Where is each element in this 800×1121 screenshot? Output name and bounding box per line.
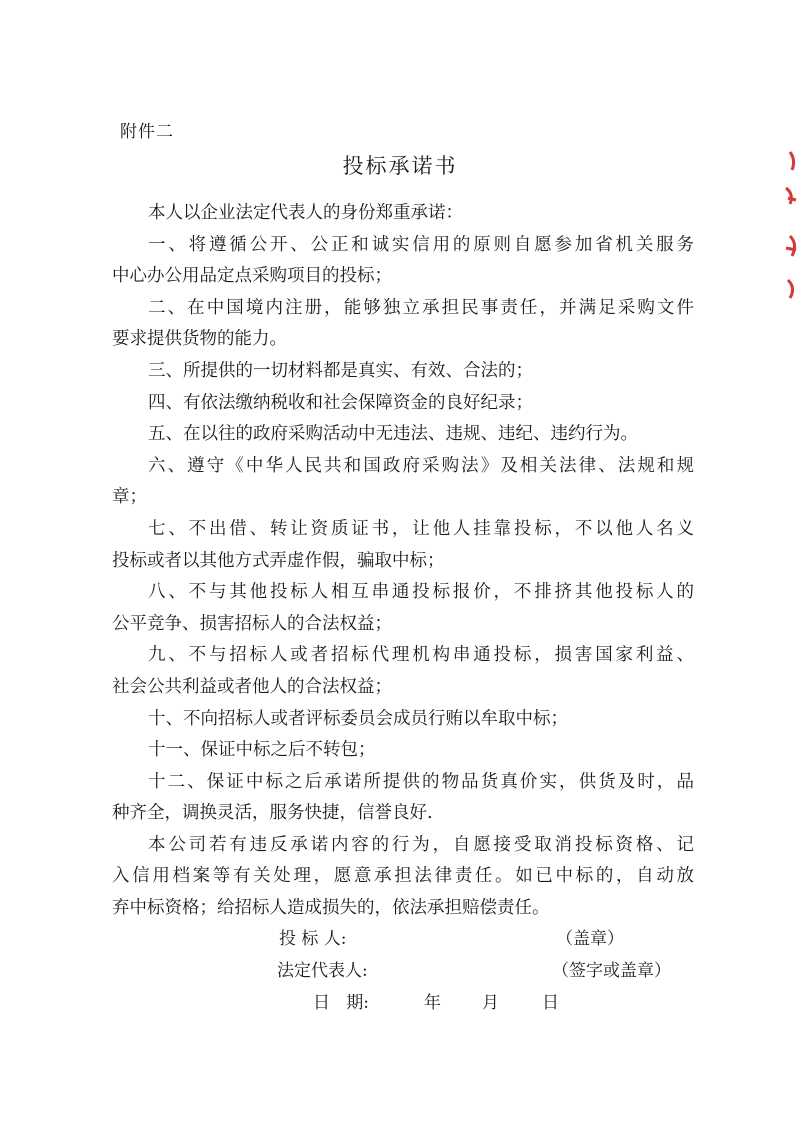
body-line: 五、在以往的政府采购活动中无违法、违规、违纪、违约行为。 (148, 424, 638, 445)
body-line: 投标或者以其他方式弄虚作假，骗取中标； (112, 550, 445, 571)
commitment-body (112, 198, 694, 925)
date-day: 日 (542, 993, 559, 1013)
body-line: 七、不出借、转让资质证书，让他人挂靠投标，不以他人名义 (148, 518, 694, 539)
bidder-seal-note: （盖章） (556, 929, 624, 949)
body-line: 本人以企业法定代表人的身份郑重承诺： (148, 203, 463, 223)
legal-rep-seal-note: （签字或盖章） (552, 961, 671, 981)
body-line: 三、所提供的一切材料都是真实、有效、合法的； (148, 360, 533, 381)
body-line: 弃中标资格；给招标人造成损失的，依法承担赔偿责任。 (112, 898, 550, 919)
body-line: 社会公共利益或者他人的合法权益； (112, 676, 392, 697)
document-title: 投标承诺书 (342, 154, 458, 178)
body-line: 八、不与其他投标人相互串通投标报价，不排挤其他投标人的 (148, 582, 694, 603)
body-line: 四、有依法缴纳税收和社会保障资金的良好纪录； (148, 392, 533, 413)
body-line: 种齐全，调换灵活，服务快捷，信誉良好. (112, 803, 433, 824)
annex-label: 附件二 (120, 122, 174, 142)
body-line: 入信用档案等有关处理，愿意承担法律责任。如已中标的，自动放 (112, 866, 694, 887)
red-seal-edge (768, 140, 800, 300)
body-line: 本公司若有违反承诺内容的行为，自愿接受取消投标资格、记 (148, 834, 694, 855)
legal-rep-label: 法定代表人: (277, 961, 368, 981)
body-line: 一、将遵循公开、公正和诚实信用的原则自愿参加省机关服务 (148, 234, 694, 255)
bidder-label: 投 标 人: (279, 929, 347, 949)
body-line: 十二、保证中标之后承诺所提供的物品货真价实，供货及时，品 (148, 771, 694, 792)
date-label: 日 期: (313, 993, 369, 1013)
body-line: 十、不向招标人或者评标委员会成员行贿以牟取中标； (148, 708, 568, 729)
body-line: 要求提供货物的能力。 (112, 329, 287, 350)
body-line: 二、在中国境内注册，能够独立承担民事责任，并满足采购文件 (148, 297, 694, 318)
body-line: 六、遵守《中华人民共和国政府采购法》及相关法律、法规和规 (148, 455, 694, 476)
body-line: 九、不与招标人或者招标代理机构串通投标，损害国家利益、 (148, 645, 694, 666)
body-line: 公平竞争、损害招标人的合法权益； (112, 613, 392, 634)
body-line: 中心办公用品定点采购项目的投标； (112, 266, 392, 287)
body-line: 章； (112, 487, 147, 508)
date-month: 月 (482, 993, 499, 1013)
date-year: 年 (424, 993, 441, 1013)
body-line: 十一、保证中标之后不转包； (148, 740, 376, 761)
